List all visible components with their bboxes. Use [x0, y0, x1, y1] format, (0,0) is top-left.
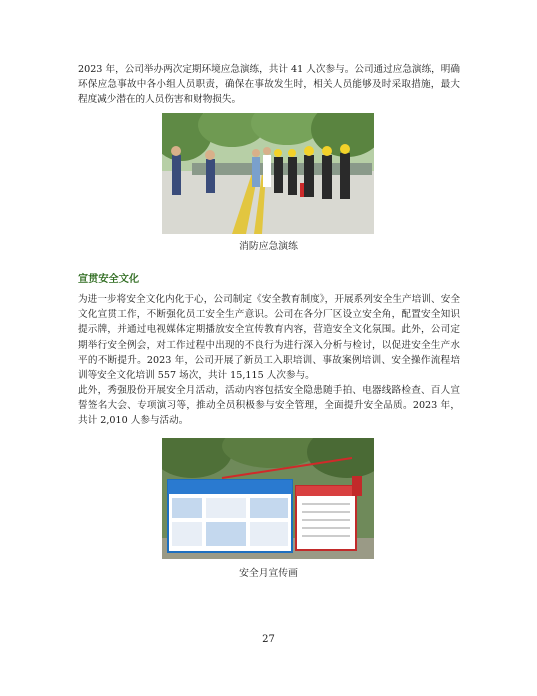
- fire-drill-photo: [162, 113, 374, 234]
- safety-month-poster-photo: [162, 438, 374, 559]
- drill-photo-caption: 消防应急演练: [239, 241, 298, 252]
- safety-month-photo-caption: 安全月宣传画: [239, 568, 298, 579]
- drill-intro-paragraph: 2023 年，公司举办两次定期环境应急演练，共计 41 人次参与。公司通过应急演练，明确环保应急事故中各小组人员职责，确保在事故发生时，相关人员能够及时采取措施，最大程度减少潜在的人员伤害和财物损失。: [78, 64, 460, 106]
- section-heading: 宣贯安全文化: [78, 273, 140, 285]
- page-number: 27: [262, 634, 275, 645]
- culture-paragraph-1: 为进一步将安全文化内化于心，公司制定《安全教育制度》，开展系列安全生产培训、安全文化宣贯工作，不断强化员工安全生产意识。公司在各分厂区设立安全角，配置安全知识提示牌，并通过电视媒体定期播放安全宣传教育内容，营造安全文化氛围。此外，公司定期举行安全例会，对工作过程中出现的不良行为进行深入分析与检讨，以促进安全生产水平的不断提升。2023 年，公司开展了新员工入职培训、事故案例培训、安全操作流程培训等安全文化培训 557 场次，共计 15,115 人次参与。: [78, 294, 460, 382]
- culture-paragraph-2: 此外，秀强股份开展安全月活动，活动内容包括安全隐患随手拍、电器线路检查、百人宣誓签名大会、专项演习等，推动全员积极参与安全管理，全面提升安全品质。2023 年，共计 2,010 人参与活动。: [78, 385, 460, 427]
